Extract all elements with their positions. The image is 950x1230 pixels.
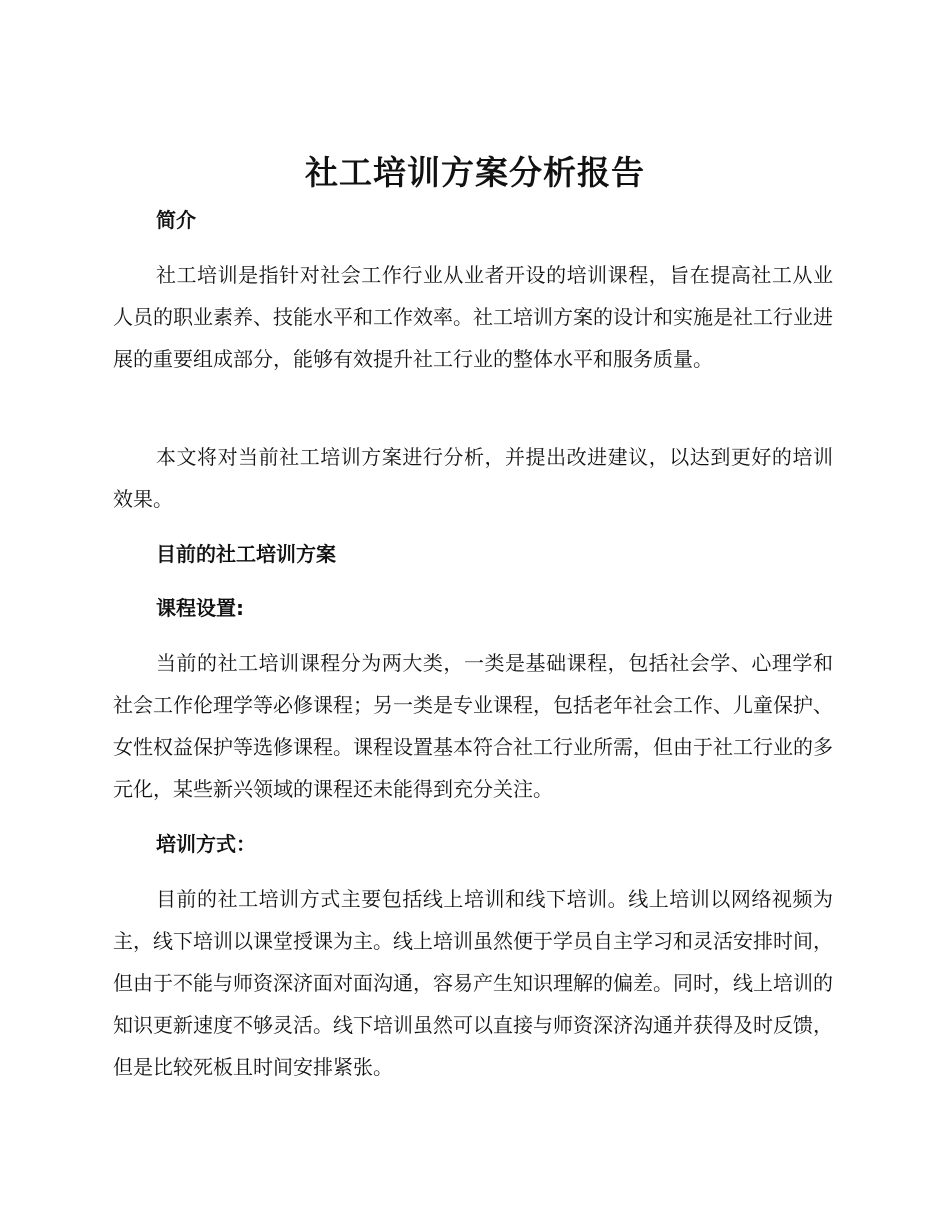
intro-paragraph-2: 本文将对当前社工培训方案进行分析，并提出改进建议，以达到更好的培训效果。 xyxy=(113,445,833,511)
section-heading-current-plan: 目前的社工培训方案 xyxy=(156,542,336,566)
subsection-heading-training-method: 培训方式： xyxy=(156,832,256,856)
section-heading-intro: 简介 xyxy=(156,208,196,232)
course-setup-paragraph: 当前的社工培训课程分为两大类，一类是基础课程，包括社会学、心理学和社会工作伦理学等必修课程；另一类是专业课程，包括老年社会工作、儿童保护、女性权益保护等选修课程。课程设置基本符合社工行业所需，但由于社工行业的多元化，某些新兴领域的课程还未能得到充分关注。 xyxy=(113,651,833,801)
training-method-paragraph: 目前的社工培训方式主要包括线上培训和线下培训。线上培训以网络视频为主，线下培训以课堂授课为主。线上培训虽然便于学员自主学习和灵活安排时间，但由于不能与师资深济面对面沟通，容易产生知识理解的偏差。同时，线上培训的知识更新速度不够灵活。线下培训虽然可以直接与师资深济沟通并获得及时反馈，但是比较死板且时间安排紧张。 xyxy=(113,887,833,1079)
subsection-heading-course-setup: 课程设置: xyxy=(156,596,244,620)
document-title: 社工培训方案分析报告 xyxy=(305,153,645,192)
intro-paragraph-1: 社工培训是指针对社会工作行业从业者开设的培训课程，旨在提高社工从业人员的职业素养、技能水平和工作效率。社工培训方案的设计和实施是社工行业进展的重要组成部分，能够有效提升社工行业的整体水平和服务质量。 xyxy=(113,263,833,371)
